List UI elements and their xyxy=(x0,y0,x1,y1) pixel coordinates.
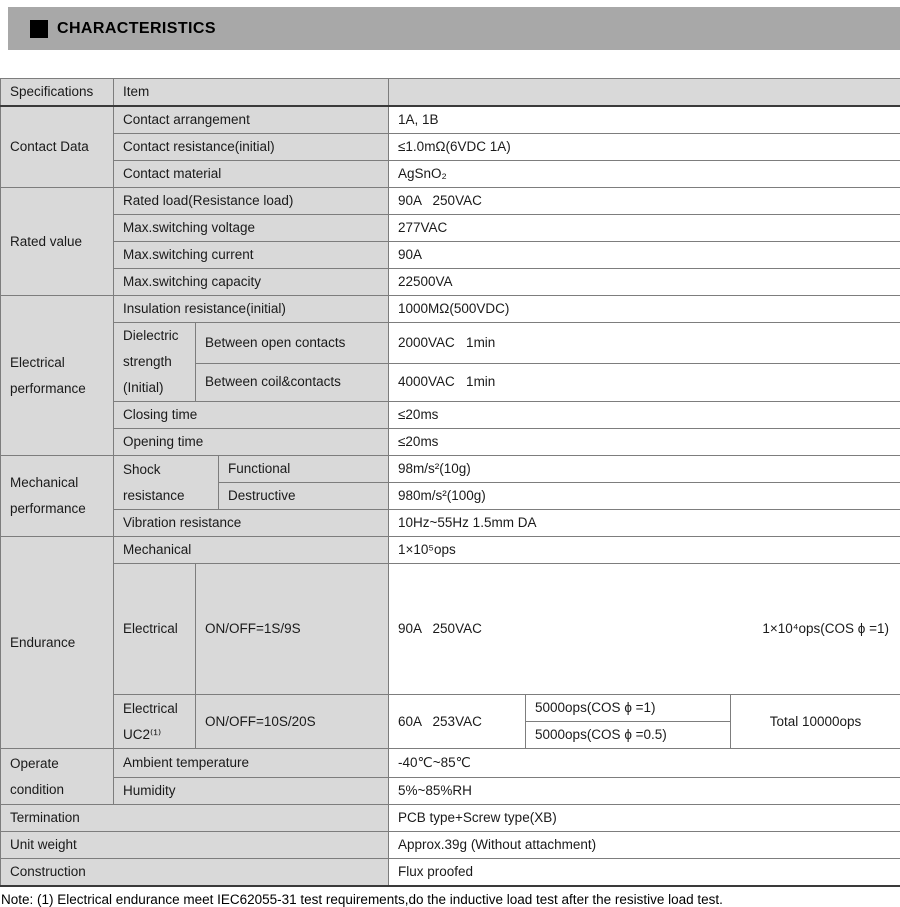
subgroup-dielectric-strength: Dielectric strength (Initial) xyxy=(114,323,196,402)
endurance-uc2-total: Total 10000ops xyxy=(731,695,900,749)
table-row xyxy=(1,510,900,537)
item-value: AgSnO₂ xyxy=(389,161,900,188)
item-label: Mechanical xyxy=(114,537,389,564)
endurance-uc2-load: 60A 253VAC xyxy=(389,695,526,749)
group-termination: Termination xyxy=(1,805,389,832)
item-value: -40℃~85℃ xyxy=(389,749,900,778)
item-value: 277VAC xyxy=(389,215,900,242)
endurance-electrical-ops: 1×10⁴ops(COS ϕ =1) xyxy=(762,616,892,642)
item-label: Between coil&contacts xyxy=(196,363,389,402)
item-label: Contact resistance(initial) xyxy=(114,134,389,161)
item-condition: ON/OFF=10S/20S xyxy=(196,695,389,749)
header-item: Item xyxy=(114,79,389,107)
item-value: Approx.39g (Without attachment) xyxy=(389,832,900,859)
characteristics-table xyxy=(0,78,900,887)
table-row xyxy=(1,778,900,805)
item-value: ≤1.0mΩ(6VDC 1A) xyxy=(389,134,900,161)
endurance-uc2-ops-1: 5000ops(COS ϕ =1) xyxy=(526,695,731,722)
group-operate-condition: Operate condition xyxy=(1,749,114,805)
table-row xyxy=(1,832,900,859)
endurance-electrical-load: 90A 250VAC xyxy=(398,616,482,642)
table-row xyxy=(1,296,900,323)
table-row xyxy=(1,215,900,242)
table-row xyxy=(1,695,900,722)
item-label: Opening time xyxy=(114,429,389,456)
item-value: 90A xyxy=(389,242,900,269)
table-row xyxy=(1,269,900,296)
table-row xyxy=(1,749,900,778)
item-value: 980m/s²(100g) xyxy=(389,483,900,510)
item-label: Vibration resistance xyxy=(114,510,389,537)
item-label: Ambient temperature xyxy=(114,749,389,778)
table-row xyxy=(1,859,900,887)
section-marker-icon xyxy=(30,20,48,38)
item-value: 1A, 1B xyxy=(389,106,900,134)
group-mechanical-performance: Mechanical performance xyxy=(1,456,114,537)
item-label: Electrical xyxy=(114,564,196,695)
item-value: 1×10⁵ops xyxy=(389,537,900,564)
item-label: Closing time xyxy=(114,402,389,429)
item-label: Between open contacts xyxy=(196,323,389,364)
group-construction: Construction xyxy=(1,859,389,887)
item-value xyxy=(389,564,900,695)
table-row xyxy=(1,429,900,456)
item-value: 4000VAC 1min xyxy=(389,363,900,402)
item-value: 98m/s²(10g) xyxy=(389,456,900,483)
item-label: Max.switching capacity xyxy=(114,269,389,296)
item-value: PCB type+Screw type(XB) xyxy=(389,805,900,832)
item-label: Humidity xyxy=(114,778,389,805)
item-label: Max.switching voltage xyxy=(114,215,389,242)
table-header-row xyxy=(1,79,900,107)
item-value: 2000VAC 1min xyxy=(389,323,900,364)
table-row xyxy=(1,805,900,832)
item-value: 1000MΩ(500VDC) xyxy=(389,296,900,323)
table-row xyxy=(1,564,900,695)
item-label: Contact arrangement xyxy=(114,106,389,134)
item-label: Destructive xyxy=(219,483,389,510)
item-value: ≤20ms xyxy=(389,429,900,456)
item-condition: ON/OFF=1S/9S xyxy=(196,564,389,695)
table-row xyxy=(1,106,900,134)
item-label: Contact material xyxy=(114,161,389,188)
header-specifications: Specifications xyxy=(1,79,114,107)
group-electrical-performance: Electrical performance xyxy=(1,296,114,456)
item-value: 22500VA xyxy=(389,269,900,296)
table-row xyxy=(1,402,900,429)
item-label: Max.switching current xyxy=(114,242,389,269)
item-label: Electrical UC2⁽¹⁾ xyxy=(114,695,196,749)
item-label: Functional xyxy=(219,456,389,483)
group-contact-data: Contact Data xyxy=(1,106,114,188)
group-rated-value: Rated value xyxy=(1,188,114,296)
item-label: Insulation resistance(initial) xyxy=(114,296,389,323)
subgroup-shock-resistance: Shock resistance xyxy=(114,456,219,510)
endurance-uc2-ops-2: 5000ops(COS ϕ =0.5) xyxy=(526,722,731,749)
item-value: 5%~85%RH xyxy=(389,778,900,805)
item-label: Rated load(Resistance load) xyxy=(114,188,389,215)
section-banner xyxy=(8,7,900,50)
item-value: ≤20ms xyxy=(389,402,900,429)
group-unit-weight: Unit weight xyxy=(1,832,389,859)
item-value: 10Hz~55Hz 1.5mm DA xyxy=(389,510,900,537)
table-row xyxy=(1,323,900,364)
table-row xyxy=(1,537,900,564)
table-row xyxy=(1,134,900,161)
table-row xyxy=(1,242,900,269)
table-row xyxy=(1,456,900,483)
header-value xyxy=(389,79,900,107)
item-value: Flux proofed xyxy=(389,859,900,887)
table-row xyxy=(1,188,900,215)
table-row xyxy=(1,161,900,188)
group-endurance: Endurance xyxy=(1,537,114,749)
footnote: Note: (1) Electrical endurance meet IEC62055-31 test requirements,do the inductive load test after the resistive load test. xyxy=(0,892,900,907)
page-title: CHARACTERISTICS xyxy=(57,20,216,38)
item-value: 90A 250VAC xyxy=(389,188,900,215)
